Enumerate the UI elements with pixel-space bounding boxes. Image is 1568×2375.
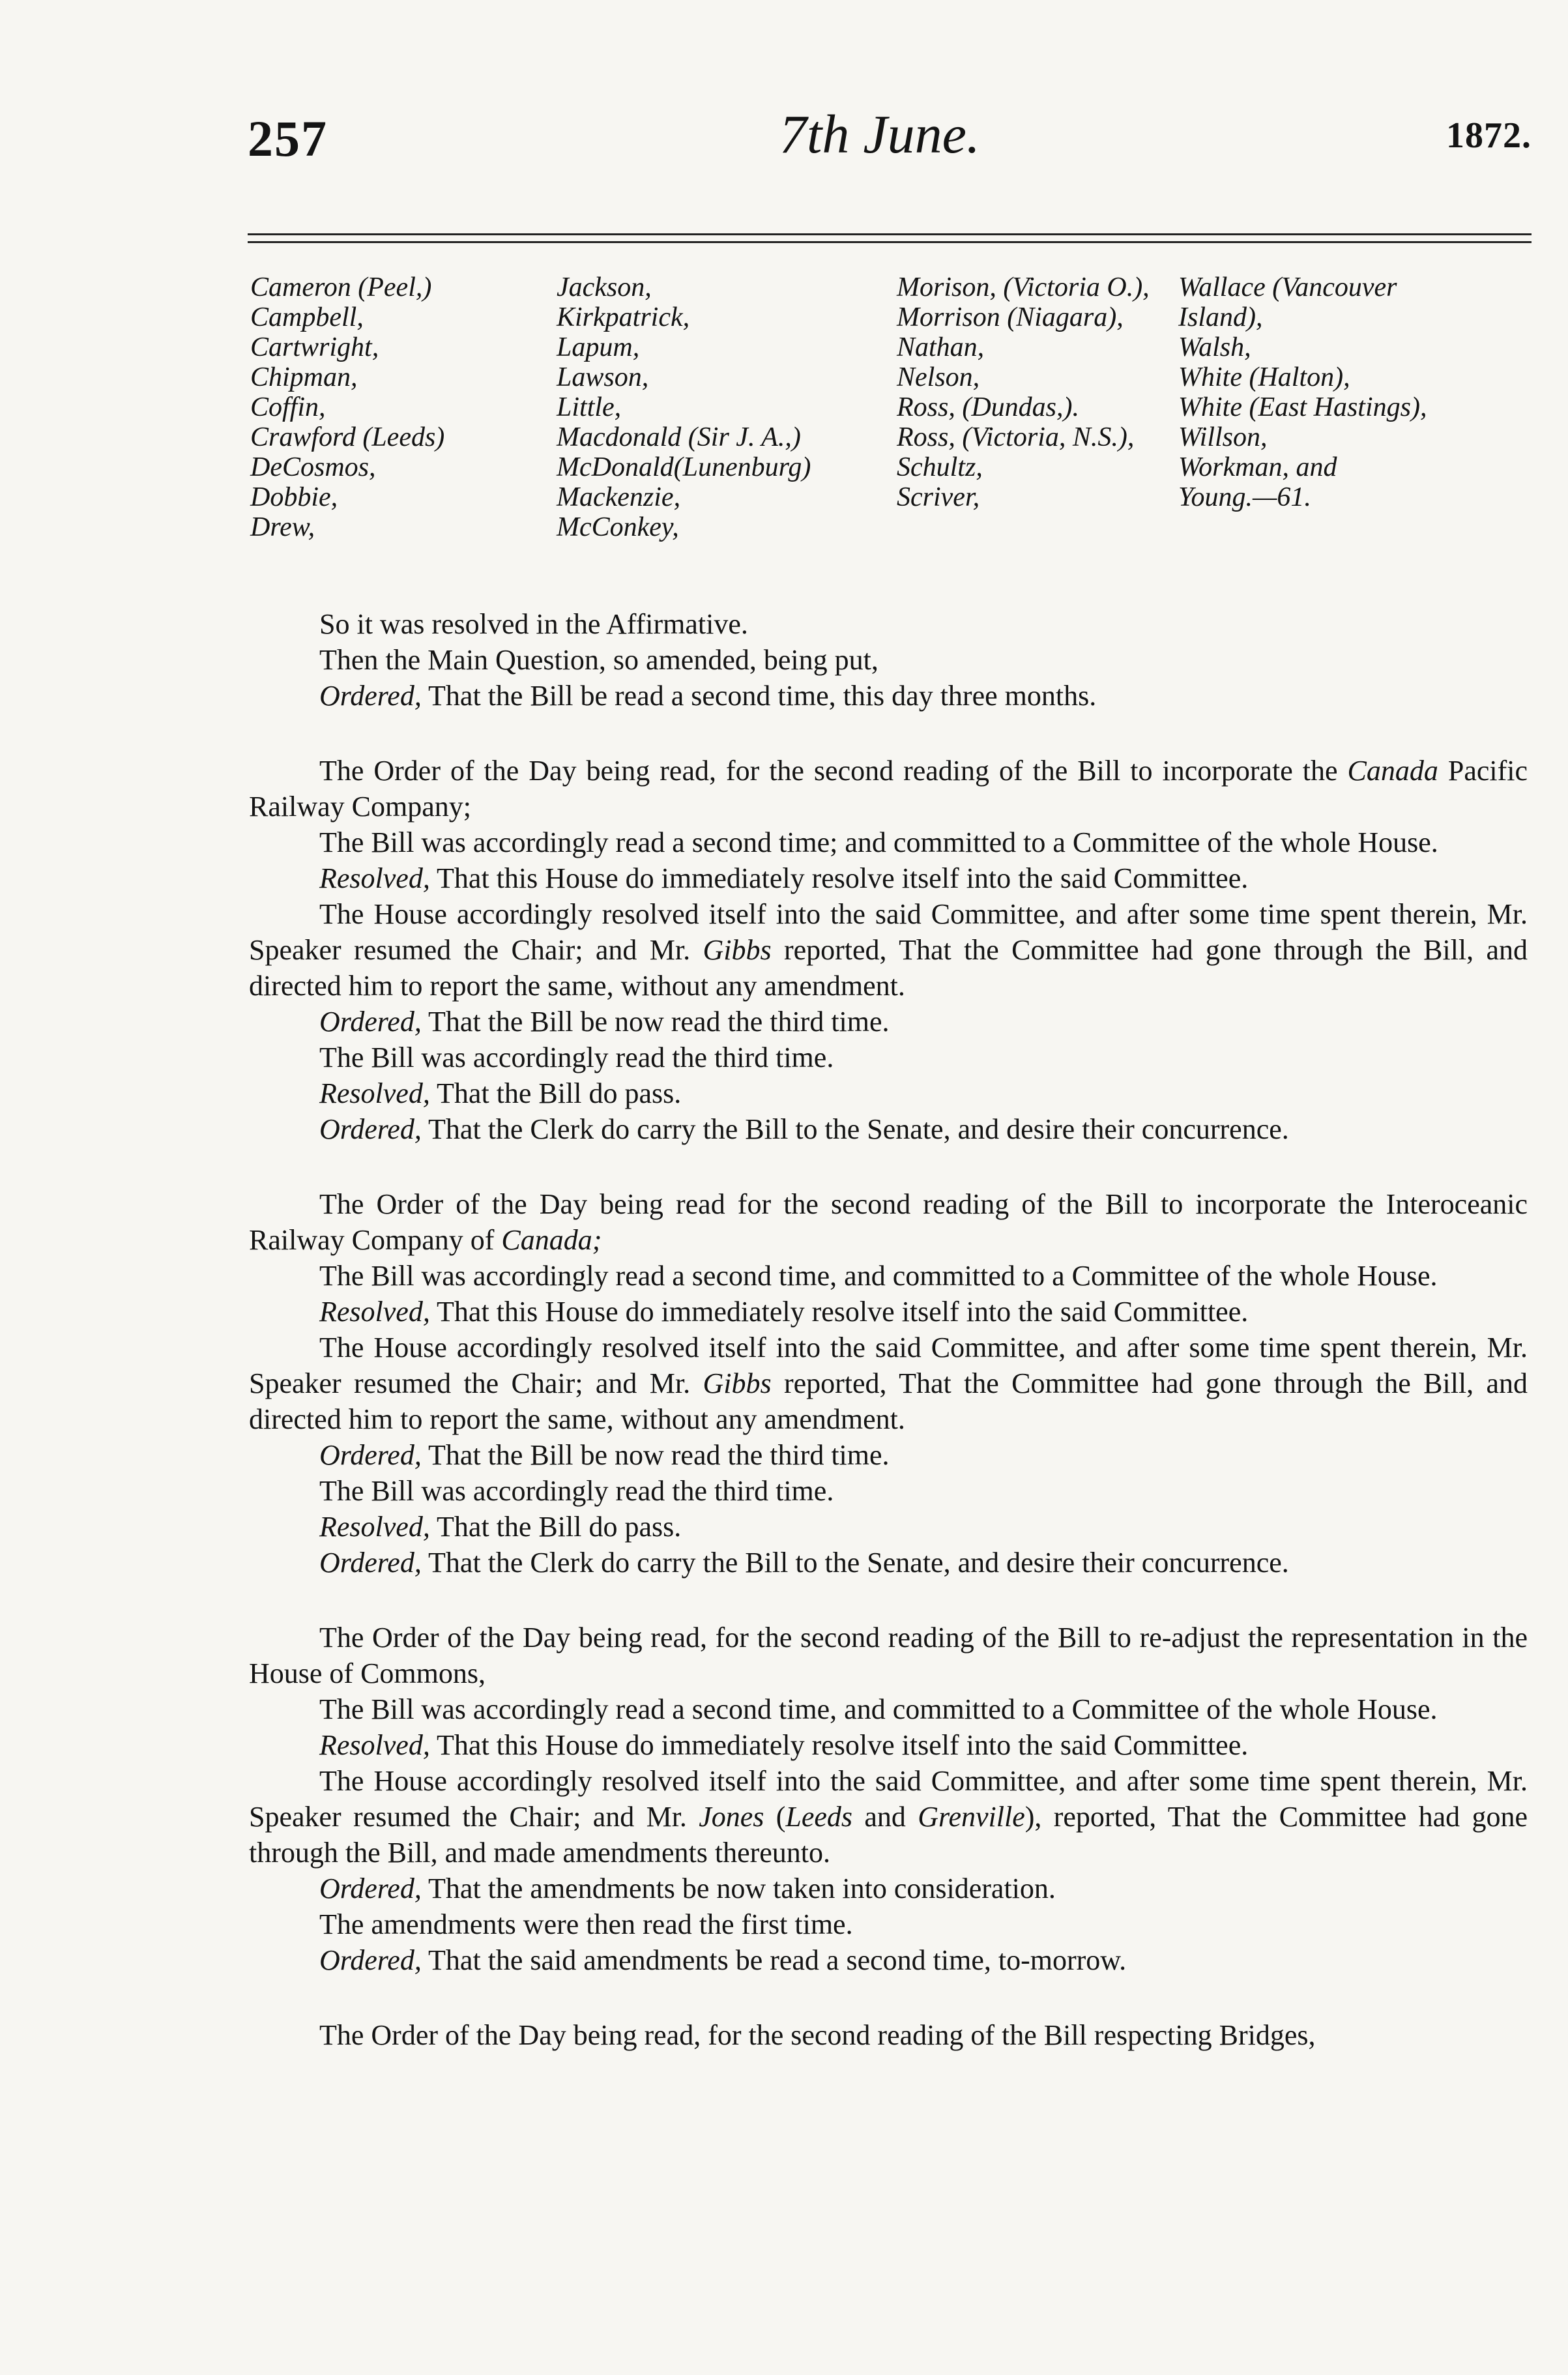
member-name: Macdonald (Sir J. A.,) (557, 422, 801, 452)
ordered-text: That the Clerk do carry the Bill to the Senate, and desire their concurrence. (428, 1547, 1289, 1579)
ordered-label: Ordered, (319, 1113, 422, 1145)
member-name: Morison, (Victoria O.), (897, 272, 1150, 302)
journal-body (249, 606, 1528, 2053)
member-name: Chipman, (250, 362, 358, 392)
member-name: Wallace (Vancouver (1178, 272, 1397, 302)
member-name: White (East Hastings), (1178, 392, 1427, 422)
member-name: Lapum, (557, 332, 640, 362)
member-name: McConkey, (557, 512, 679, 542)
main-question-line: Then the Main Question, so amended, being put, (319, 644, 878, 676)
member-name: Cameron (Peel,) (250, 272, 432, 302)
member-name: Scriver, (897, 482, 980, 512)
resolved-text: That this House do immediately resolve itself into the said Committee. (437, 862, 1249, 894)
member-name: Island), (1178, 302, 1263, 332)
ordered-line (249, 1942, 1528, 1978)
third-reading-line: The Bill was accordingly read the third time. (319, 1475, 834, 1507)
ordered-text: That the said amendments be read a second time, to-morrow. (428, 1944, 1127, 1976)
ordered-line (249, 678, 1528, 714)
committed-line: The Bill was accordingly read a second time; and committed to a Committee of the whole House. (319, 826, 1438, 858)
ordered-label: Ordered, (319, 1439, 422, 1471)
committed-line: The Bill was accordingly read a second time, and committed to a Committee of the whole House. (319, 1693, 1438, 1725)
member-name: Nelson, (897, 362, 980, 392)
committed-line: The Bill was accordingly read a second time, and committed to a Committee of the whole House. (319, 1260, 1438, 1292)
third-reading-line: The Bill was accordingly read the third time. (319, 1042, 834, 1073)
committee-report (249, 896, 1528, 1004)
ordered-label: Ordered, (319, 1547, 422, 1579)
resolved-label: Resolved, (319, 862, 430, 894)
committee-report (249, 1763, 1528, 1871)
intro-text: The Order of the Day being read, for the second reading of the Bill to incorporate the (319, 755, 1338, 787)
member-name: Jones (699, 1801, 764, 1833)
report-text-end: ), reported, That the Committee had gone through the Bill, and made amendments thereunto. (249, 1801, 1528, 1869)
member-name: Crawford (Leeds) (250, 422, 445, 452)
member-name: Drew, (250, 512, 315, 542)
member-name: Workman, and (1178, 452, 1337, 482)
member-name: Ross, (Dundas,). (897, 392, 1079, 422)
page-year: 1872. (1446, 115, 1532, 156)
report-text-end: reported, That the Committee had gone through the Bill, and directed him to report the same, without any amendment. (249, 934, 1528, 1002)
place-name: Canada; (501, 1224, 602, 1256)
intro-text: The Order of the Day being read for the second reading of the Bill to incorporate the Interoceanic Railway Company of (249, 1188, 1528, 1256)
member-name: White (Halton), (1178, 362, 1350, 392)
ordered-label: Ordered, (319, 1944, 422, 1976)
paren-open: ( (776, 1801, 786, 1833)
committee-report (249, 1330, 1528, 1437)
ordered-line (249, 1004, 1528, 1040)
ordered-text: That the Bill be now read the third time. (428, 1006, 890, 1038)
ordered-label: Ordered, (319, 1872, 422, 1904)
place-name: Canada (1347, 755, 1438, 787)
ordered-label: Ordered, (319, 1006, 422, 1038)
resolved-text: That this House do immediately resolve itself into the said Committee. (437, 1296, 1249, 1328)
ordered-line (249, 1871, 1528, 1906)
ordered-line (249, 1437, 1528, 1473)
and-word: and (864, 1801, 906, 1833)
resolved-text: That the Bill do pass. (437, 1077, 682, 1109)
report-text-end: reported, That the Committee had gone through the Bill, and directed him to report the same, without any amendment. (249, 1367, 1528, 1435)
resolved-label: Resolved, (319, 1077, 430, 1109)
member-name: Nathan, (897, 332, 985, 362)
ordered-line (249, 1545, 1528, 1581)
report-text: The House accordingly resolved itself into the said Committee, and after some time spent therein, Mr. Speaker resumed the Chair; and Mr. (249, 1765, 1528, 1833)
riding-name: Grenville (918, 1801, 1025, 1833)
report-text: The House accordingly resolved itself into the said Committee, and after some time spent therein, Mr. Speaker resumed the Chair; and Mr. (249, 898, 1528, 966)
member-name: Willson, (1178, 422, 1268, 452)
member-name: Little, (557, 392, 622, 422)
ordered-line (249, 1111, 1528, 1147)
first-reading-line: The amendments were then read the first time. (319, 1908, 853, 1940)
member-name: Lawson, (557, 362, 649, 392)
member-name: Walsh, (1178, 332, 1251, 362)
member-name: Dobbie, (250, 482, 338, 512)
canada-pacific-intro (249, 753, 1528, 824)
member-name: Gibbs (703, 934, 772, 966)
member-name: Kirkpatrick, (557, 302, 690, 332)
names-column-1 (250, 272, 444, 542)
names-column-2 (557, 272, 811, 542)
ordered-text: That the Bill be read a second time, this day three months. (428, 680, 1097, 712)
resolved-text: That the Bill do pass. (437, 1511, 682, 1543)
ordered-text: That the Clerk do carry the Bill to the Senate, and desire their concurrence. (428, 1113, 1289, 1145)
member-name: McDonald(Lunenburg) (557, 452, 811, 482)
riding-name: Leeds (785, 1801, 853, 1833)
member-name: Morrison (Niagara), (897, 302, 1124, 332)
intro-text-end: Pacific Railway Company; (249, 755, 1528, 823)
names-column-4 (1178, 272, 1427, 512)
resolved-label: Resolved, (319, 1729, 430, 1761)
page-number: 257 (248, 110, 328, 167)
ordered-text: That the Bill be now read the third time. (428, 1439, 890, 1471)
resolved-label: Resolved, (319, 1511, 430, 1543)
bridges-intro: The Order of the Day being read, for the second reading of the Bill respecting Bridges, (319, 2019, 1316, 2051)
resolved-line (249, 1294, 1528, 1330)
member-name: Young.—61. (1178, 482, 1311, 512)
interoceanic-intro (249, 1186, 1528, 1258)
representation-intro: The Order of the Day being read, for the second reading of the Bill to re-adjust the representation in the House of Commons, (249, 1622, 1528, 1689)
names-column-3 (897, 272, 1150, 512)
member-name: Schultz, (897, 452, 983, 482)
member-name: Coffin, (250, 392, 326, 422)
member-name: Campbell, (250, 302, 364, 332)
member-name: Jackson, (557, 272, 652, 302)
ordered-text: That the amendments be now taken into consideration. (428, 1872, 1056, 1904)
pass-line (249, 1075, 1528, 1111)
member-name: DeCosmos, (250, 452, 376, 482)
member-name: Mackenzie, (557, 482, 681, 512)
report-text: The House accordingly resolved itself into the said Committee, and after some time spent therein, Mr. Speaker resumed the Chair; and Mr. (249, 1332, 1528, 1399)
division-result: So it was resolved in the Affirmative. (319, 608, 748, 640)
pass-line (249, 1509, 1528, 1545)
page-date: 7th June. (779, 104, 980, 165)
member-name: Gibbs (703, 1367, 772, 1399)
header-double-rule (248, 233, 1532, 249)
ordered-label: Ordered, (319, 680, 422, 712)
page-header (248, 98, 1532, 176)
resolved-text: That this House do immediately resolve itself into the said Committee. (437, 1729, 1249, 1761)
division-names-list (250, 272, 1534, 598)
resolved-line (249, 860, 1528, 896)
resolved-line (249, 1727, 1528, 1763)
member-name: Cartwright, (250, 332, 379, 362)
member-name: Ross, (Victoria, N.S.), (897, 422, 1135, 452)
resolved-label: Resolved, (319, 1296, 430, 1328)
